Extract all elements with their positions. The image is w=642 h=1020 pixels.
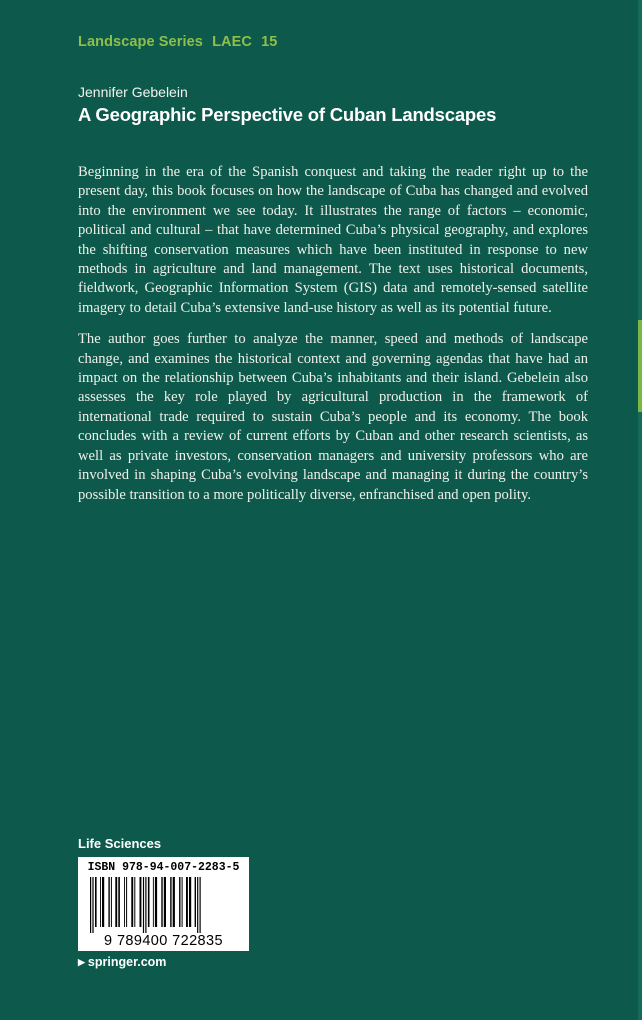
triangle-arrow-icon: ▶ <box>78 957 85 967</box>
barcode-digits: 9 789400 722835 <box>104 933 223 949</box>
series-name: Landscape Series <box>78 34 203 50</box>
barcode-bar <box>108 877 109 927</box>
barcode-bar <box>164 877 166 927</box>
website-url: springer.com <box>87 955 167 969</box>
barcode-bar <box>170 877 171 927</box>
barcode-bar <box>131 877 133 927</box>
barcode-bar <box>90 877 91 933</box>
series-volume: 15 <box>261 34 278 50</box>
barcode-bar <box>145 877 146 933</box>
barcode-bar <box>92 877 93 933</box>
series-line <box>78 34 282 50</box>
barcode-bar <box>143 877 144 933</box>
barcode-bar <box>153 877 154 927</box>
abstract <box>78 163 588 517</box>
barcode-bar <box>179 877 180 927</box>
spine-edge <box>638 0 642 1020</box>
author-name: Jennifer Gebelein <box>78 84 188 100</box>
barcode-bar <box>95 877 97 927</box>
barcode-bar <box>186 877 188 927</box>
barcode-bar <box>102 877 104 927</box>
barcode-bar <box>134 877 135 927</box>
abstract-paragraph-2: The author goes further to analyze the manner, speed and methods of landscape change, and examines the historical context and governing agendas that have had an impact on the relationship between Cuba’s inhabitants and their island. Gebelein also assesses the key role played by agricultural production in the framework of international trade required to sustain Cuba’s people and its economy. The book concludes with a review of current efforts by Cuban and other research scientists, as well as private investors, conservation managers and university professors who are involved in shaping Cuba’s evolving landscape and managing it during the country’s possible transition to a more politically diverse, enfranchised and open polity. <box>78 331 588 503</box>
barcode-bar <box>161 877 162 927</box>
barcode-bar <box>118 877 120 927</box>
isbn-label: ISBN 978-94-007-2283-5 <box>87 861 240 874</box>
barcode-bar <box>200 877 201 933</box>
barcode-bar <box>155 877 157 927</box>
book-title: A Geographic Perspective of Cuban Landscapes <box>78 104 497 125</box>
barcode-bar <box>197 877 198 933</box>
barcode-bar <box>100 877 101 927</box>
barcode-bar <box>195 877 196 927</box>
barcode-bar <box>124 877 125 927</box>
barcode-bar <box>189 877 191 927</box>
series-code: LAEC <box>212 34 252 50</box>
isbn-barcode <box>78 857 249 951</box>
abstract-paragraph-1: Beginning in the era of the Spanish conquest and taking the reader right up to the present day, this book focuses on how the landscape of Cuba has changed and evolved into the environment we see today. It illustrates the range of factors – economic, political and cultural – that have determined Cuba’s physical geography, and explores the shifting conservation measures which have been instituted in response to new methods in agriculture and land management. The text uses historical documents, fieldwork, Geographic Information System (GIS) data and remotely-sensed satellite imagery to detail Cuba’s extensive land-use history as well as its potential future. <box>78 164 588 316</box>
spine-accent-bar <box>638 320 642 412</box>
barcode-bar <box>173 877 175 927</box>
publisher-website[interactable] <box>78 955 166 969</box>
barcode-bars <box>88 877 239 933</box>
barcode-bar <box>126 877 127 927</box>
barcode-bar <box>140 877 142 927</box>
subject-category: Life Sciences <box>78 836 162 851</box>
barcode-bar <box>115 877 117 927</box>
barcode-bar <box>148 877 150 927</box>
barcode-bar <box>111 877 112 927</box>
barcode-bar <box>182 877 183 927</box>
